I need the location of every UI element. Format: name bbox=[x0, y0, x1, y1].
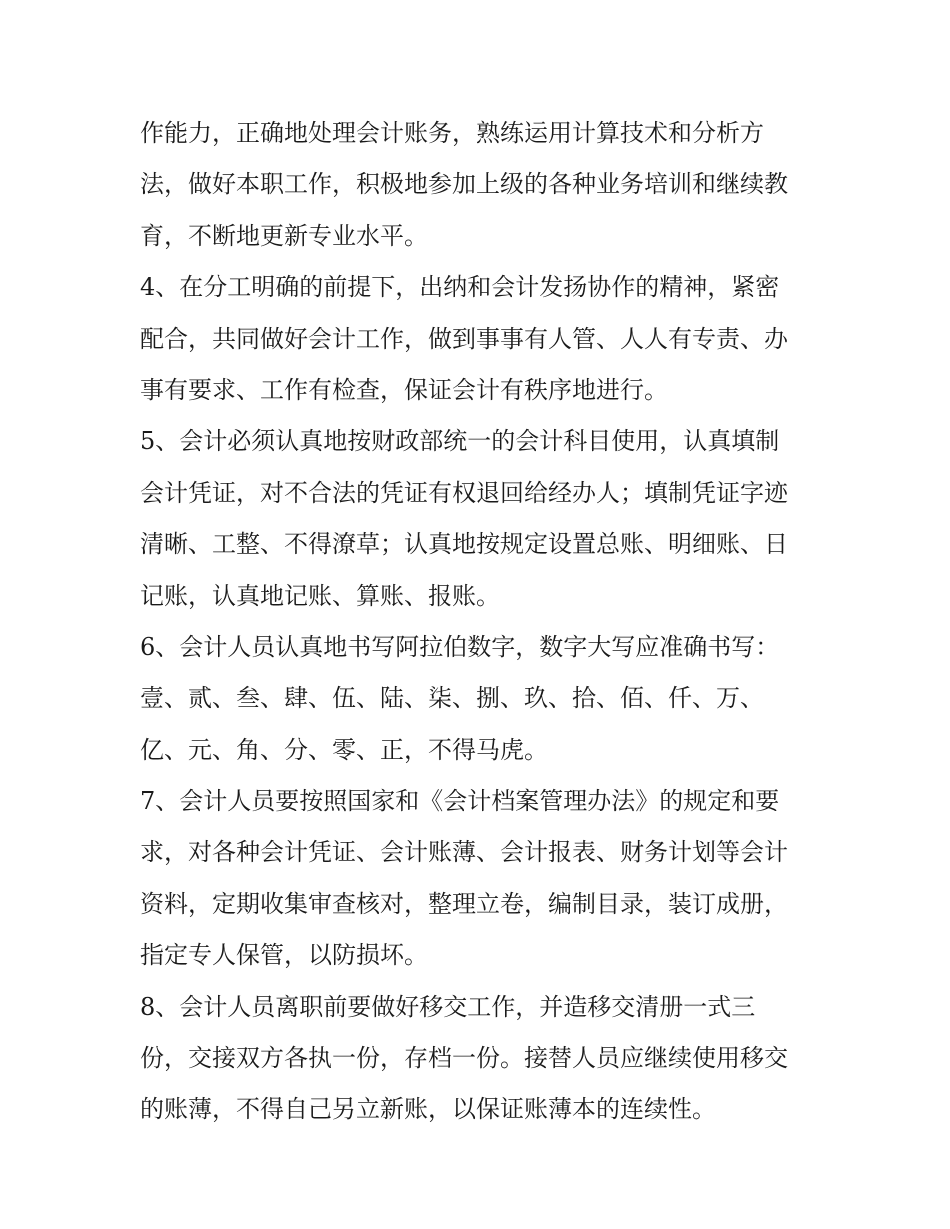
text-line: 指定专人保管，以防损坏。 bbox=[140, 941, 428, 970]
text-line: 清晰、工整、不得潦草；认真地按规定设置总账、明细账、日 bbox=[140, 530, 788, 559]
text-line: 份，交接双方各执一份，存档一份。接替人员应继续使用移交 bbox=[140, 1044, 788, 1073]
text-line: 育，不断地更新专业水平。 bbox=[140, 221, 428, 250]
text-line: 求，对各种会计凭证、会计账薄、会计报表、财务计划等会计 bbox=[140, 838, 788, 867]
text-line: 8、会计人员离职前要做好移交工作，并造移交清册一式三 bbox=[140, 992, 756, 1021]
body-text bbox=[140, 108, 840, 1136]
text-line: 壹、贰、叁、肆、伍、陆、柒、捌、玖、拾、佰、仟、万、 bbox=[140, 684, 764, 713]
text-line: 4、在分工明确的前提下，出纳和会计发扬协作的精神，紧密 bbox=[140, 273, 780, 302]
text-line: 会计凭证，对不合法的凭证有权退回给经办人；填制凭证字迹 bbox=[140, 478, 788, 507]
text-line: 5、会计必须认真地按财政部统一的会计科目使用，认真填制 bbox=[140, 427, 780, 456]
text-line: 亿、元、角、分、零、正，不得马虎。 bbox=[140, 735, 548, 764]
text-line: 资料，定期收集审查核对，整理立卷，编制目录，装订成册， bbox=[140, 889, 788, 918]
text-line: 的账薄，不得自己另立新账，以保证账薄本的连续性。 bbox=[140, 1095, 716, 1124]
text-line: 记账，认真地记账、算账、报账。 bbox=[140, 581, 500, 610]
text-line: 法，做好本职工作，积极地参加上级的各种业务培训和继续教 bbox=[140, 170, 788, 199]
text-line: 配合，共同做好会计工作，做到事事有人管、人人有专责、办 bbox=[140, 324, 788, 353]
text-line: 作能力，正确地处理会计账务，熟练运用计算技术和分析方 bbox=[140, 119, 764, 147]
text-line: 事有要求、工作有检查，保证会计有秩序地进行。 bbox=[140, 375, 668, 404]
text-line: 6、会计人员认真地书写阿拉伯数字，数字大写应准确书写： bbox=[140, 632, 780, 661]
text-line: 7、会计人员要按照国家和《会计档案管理办法》的规定和要 bbox=[140, 787, 780, 816]
